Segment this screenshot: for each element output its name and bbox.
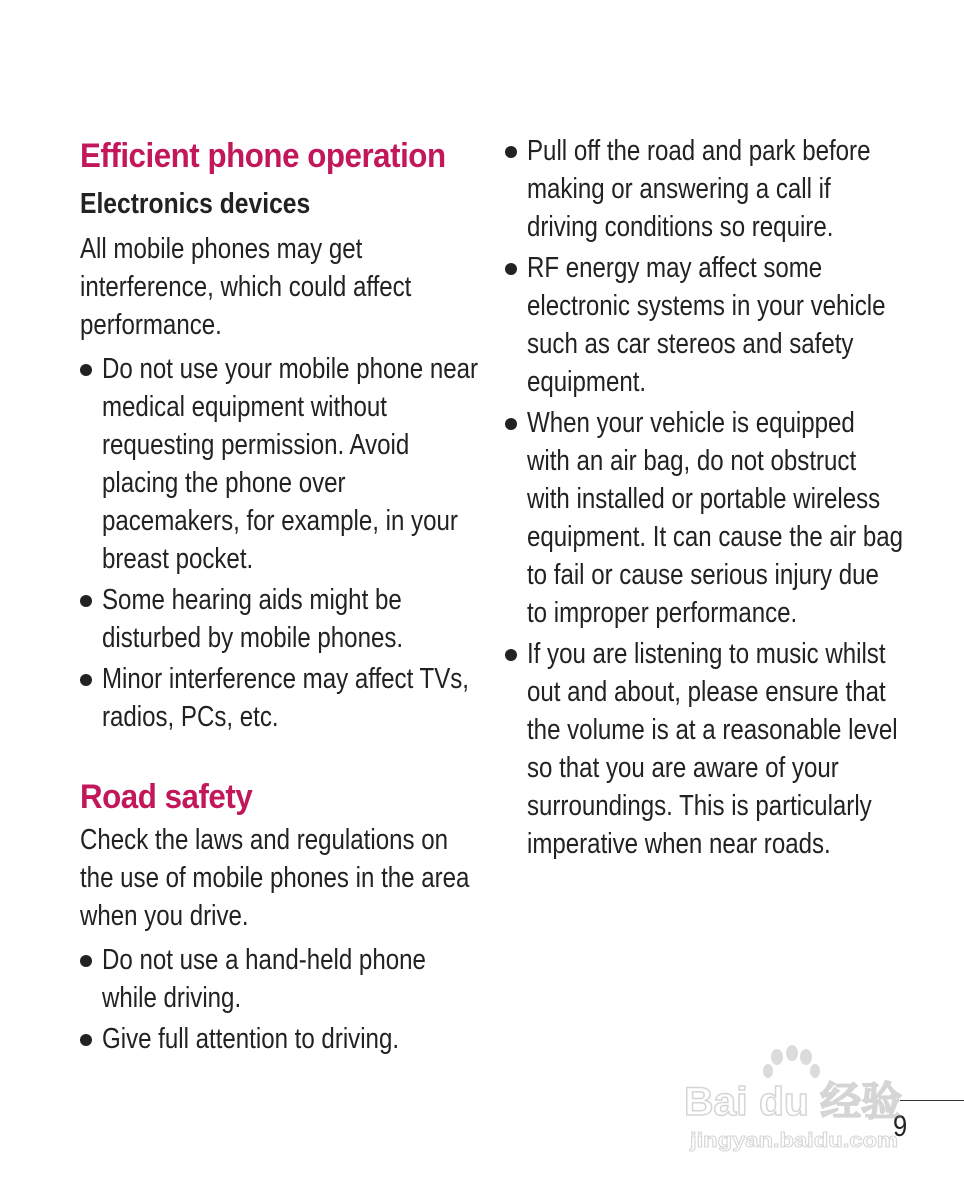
bullet-icon: [505, 146, 517, 158]
bullet-icon: [80, 674, 92, 686]
section-title-efficient-phone-operation: Efficient phone operation: [80, 137, 446, 175]
intro-paragraph-road-safety: Check the laws and regulations on the use of mobile phones in the area when you drive.: [80, 824, 470, 932]
bullet-icon: [505, 649, 517, 661]
bullet-list-driving: [505, 132, 905, 863]
bullet-icon: [80, 364, 92, 376]
watermark-url-text: jingyan.baidu.com: [688, 1130, 898, 1152]
list-item: Do not use your mobile phone near medical equipment without requesting permission. Avoid placing the phone over pacemakers, for example, in your breast pocket.: [80, 350, 480, 578]
bullet-icon: [505, 263, 517, 275]
list-item: Minor interference may affect TVs, radios, PCs, etc.: [80, 660, 480, 736]
list-item: If you are listening to music whilst out and about, please ensure that the volume is at a reasonable level so that you are aware of your surroundings. This is particularly imperative when near roads.: [505, 635, 905, 863]
right-column: [505, 132, 905, 866]
section-spacer: [80, 739, 480, 773]
list-item: When your vehicle is equipped with an air bag, do not obstruct with installed or portable wireless equipment. It can cause the air bag to fail or cause serious injury due to improper performance.: [505, 404, 905, 632]
list-item: Do not use a hand-held phone while driving.: [80, 941, 480, 1017]
bullet-list-electronics: [80, 350, 480, 736]
subtitle-electronics-devices: Electronics devices: [80, 188, 311, 220]
list-item: RF energy may affect some electronic systems in your vehicle such as car stereos and safety equipment.: [505, 249, 905, 401]
bullet-icon: [505, 418, 517, 430]
paw-icon: [763, 1045, 820, 1078]
list-item: Pull off the road and park before making or answering a call if driving conditions so require.: [505, 132, 905, 246]
page-number: 9: [893, 1110, 908, 1143]
bullet-list-road-safety: [80, 941, 480, 1058]
baidu-watermark-logo: [682, 1045, 907, 1155]
left-column: [80, 132, 480, 1061]
bullet-icon: [80, 1034, 92, 1046]
bullet-icon: [80, 955, 92, 967]
page-number-rule: [900, 1100, 964, 1101]
intro-paragraph-electronics: All mobile phones may get interference, which could affect performance.: [80, 233, 412, 341]
list-item: Some hearing aids might be disturbed by mobile phones.: [80, 581, 480, 657]
list-item: Give full attention to driving.: [80, 1020, 480, 1058]
watermark-brand-text: Bai du 经验: [684, 1080, 902, 1124]
section-title-road-safety: Road safety: [80, 778, 253, 816]
bullet-icon: [80, 595, 92, 607]
